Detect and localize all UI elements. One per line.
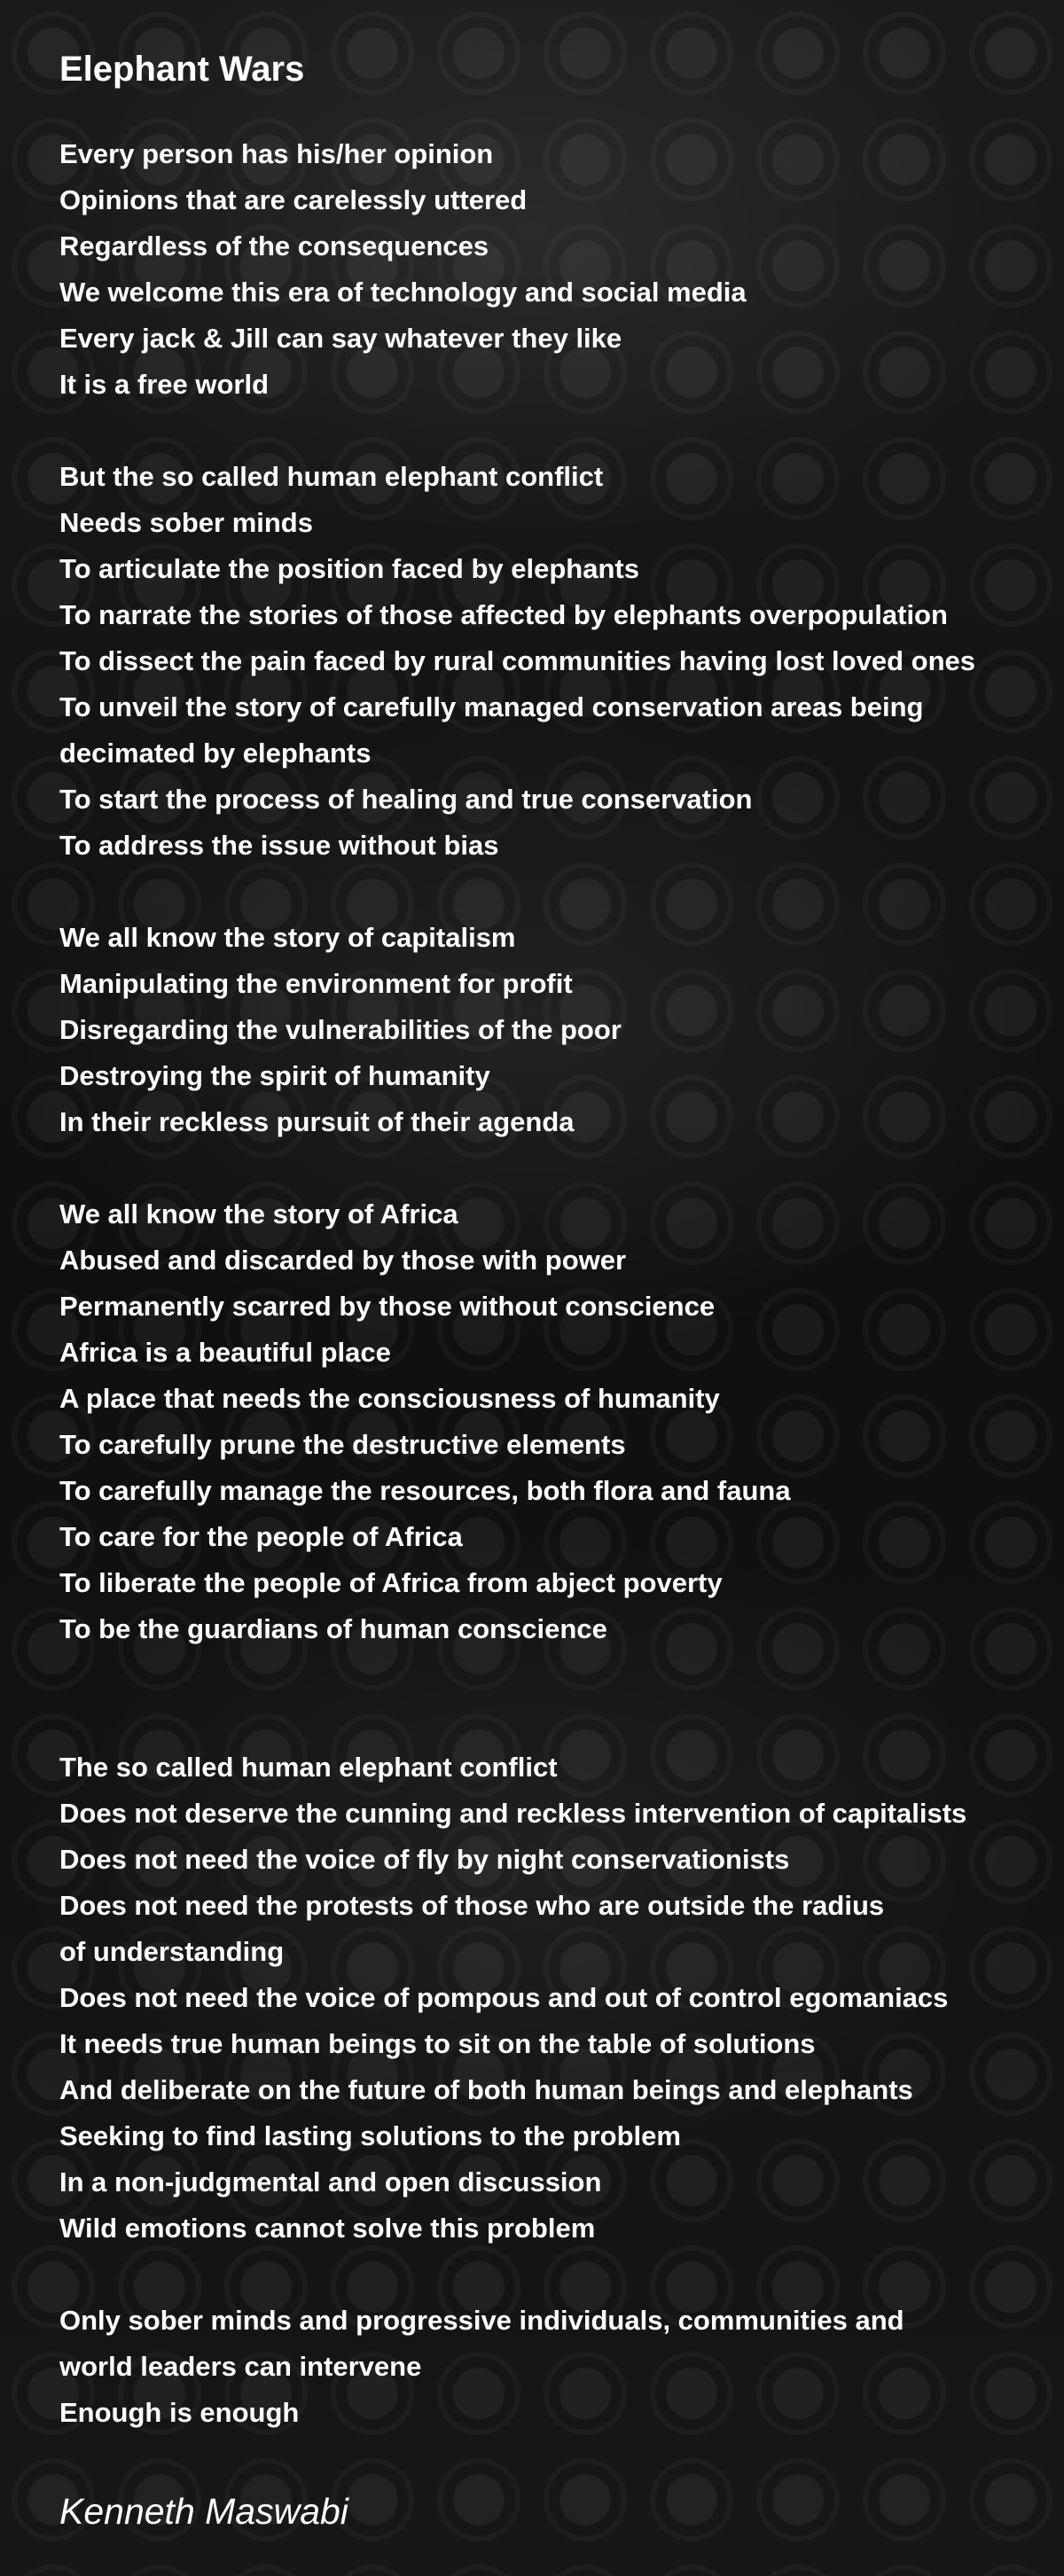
poem-line: We all know the story of Africa (59, 1198, 458, 1229)
poem-line: In their reckless pursuit of their agenda (59, 1106, 575, 1137)
poem-line: Regardless of the consequences (59, 230, 489, 262)
poem-line: To carefully manage the resources, both flora and fauna (59, 1475, 791, 1506)
poem-line: Seeking to find lasting solutions to the problem (59, 2120, 681, 2151)
poem-line: Destroying the spirit of humanity (59, 1060, 490, 1091)
poem-line: Does not need the voice of fly by night conservationists (59, 1844, 790, 1875)
poem-line: To dissect the pain faced by rural communities having lost loved ones (59, 645, 975, 676)
poem-line: Permanently scarred by those without conscience (59, 1291, 716, 1322)
poem-line: decimated by elephants (59, 738, 372, 769)
poem-line: Manipulating the environment for profit (59, 968, 573, 999)
poem-line: To start the process of healing and true conservation (59, 784, 753, 815)
poem-line: Does not need the voice of pompous and out of control egomaniacs (59, 1982, 949, 2013)
poem-line: Only sober minds and progressive individuals, communities and (59, 2305, 904, 2336)
poem-line: Every jack & Jill can say whatever they like (59, 323, 622, 354)
poem-line: world leaders can intervene (59, 2351, 422, 2382)
stanza-4 (59, 1191, 1044, 1652)
poem-line: We welcome this era of technology and social media (59, 277, 747, 308)
poem-line: It needs true human beings to sit on the table of solutions (59, 2028, 816, 2059)
poem-line: To address the issue without bias (59, 830, 499, 861)
stanza-6 (59, 2298, 1044, 2436)
poem-line: To be the guardians of human conscience (59, 1613, 607, 1644)
poem-line: of understanding (59, 1936, 285, 1967)
poem-line: To unveil the story of carefully managed conservation areas being (59, 691, 924, 722)
poem-line: To care for the people of Africa (59, 1521, 463, 1552)
poem-title: Elephant Wars (59, 50, 305, 89)
poem-line: But the so called human elephant conflict (59, 461, 604, 492)
poem-line: Needs sober minds (59, 507, 313, 538)
stanza-3 (59, 915, 1044, 1145)
stanza-1 (59, 131, 1044, 408)
poem-line: Abused and discarded by those with power (59, 1245, 627, 1276)
poem-line: A place that needs the consciousness of humanity (59, 1383, 720, 1414)
poem-line: To carefully prune the destructive elements (59, 1429, 626, 1460)
poem-line: Disregarding the vulnerabilities of the poor (59, 1014, 622, 1045)
poem-line: It is a free world (59, 369, 270, 400)
poem-line: We all know the story of capitalism (59, 922, 516, 953)
poem-line: Africa is a beautiful place (59, 1337, 391, 1368)
poem-line: The so called human elephant conflict (59, 1752, 558, 1783)
stanza-5 (59, 1745, 1044, 2252)
poem-line: And deliberate on the future of both human beings and elephants (59, 2074, 913, 2105)
poem-line: Does not deserve the cunning and reckless intervention of capitalists (59, 1798, 967, 1829)
poem-line: Enough is enough (59, 2397, 300, 2428)
poem-line: Does not need the protests of those who are outside the radius (59, 1890, 885, 1921)
poem-line: Every person has his/her opinion (59, 138, 494, 169)
poem (59, 44, 1044, 2482)
poem-line: Opinions that are carelessly uttered (59, 184, 528, 215)
poem-author: Kenneth Maswabi (59, 2491, 348, 2532)
poem-line: Wild emotions cannot solve this problem (59, 2213, 596, 2244)
stanza-2 (59, 454, 1044, 869)
poem-line: To articulate the position faced by elephants (59, 553, 639, 584)
poem-line: To liberate the people of Africa from abject poverty (59, 1567, 723, 1598)
poem-line: To narrate the stories of those affected by elephants overpopulation (59, 599, 948, 630)
poem-line: In a non-judgmental and open discussion (59, 2166, 602, 2197)
